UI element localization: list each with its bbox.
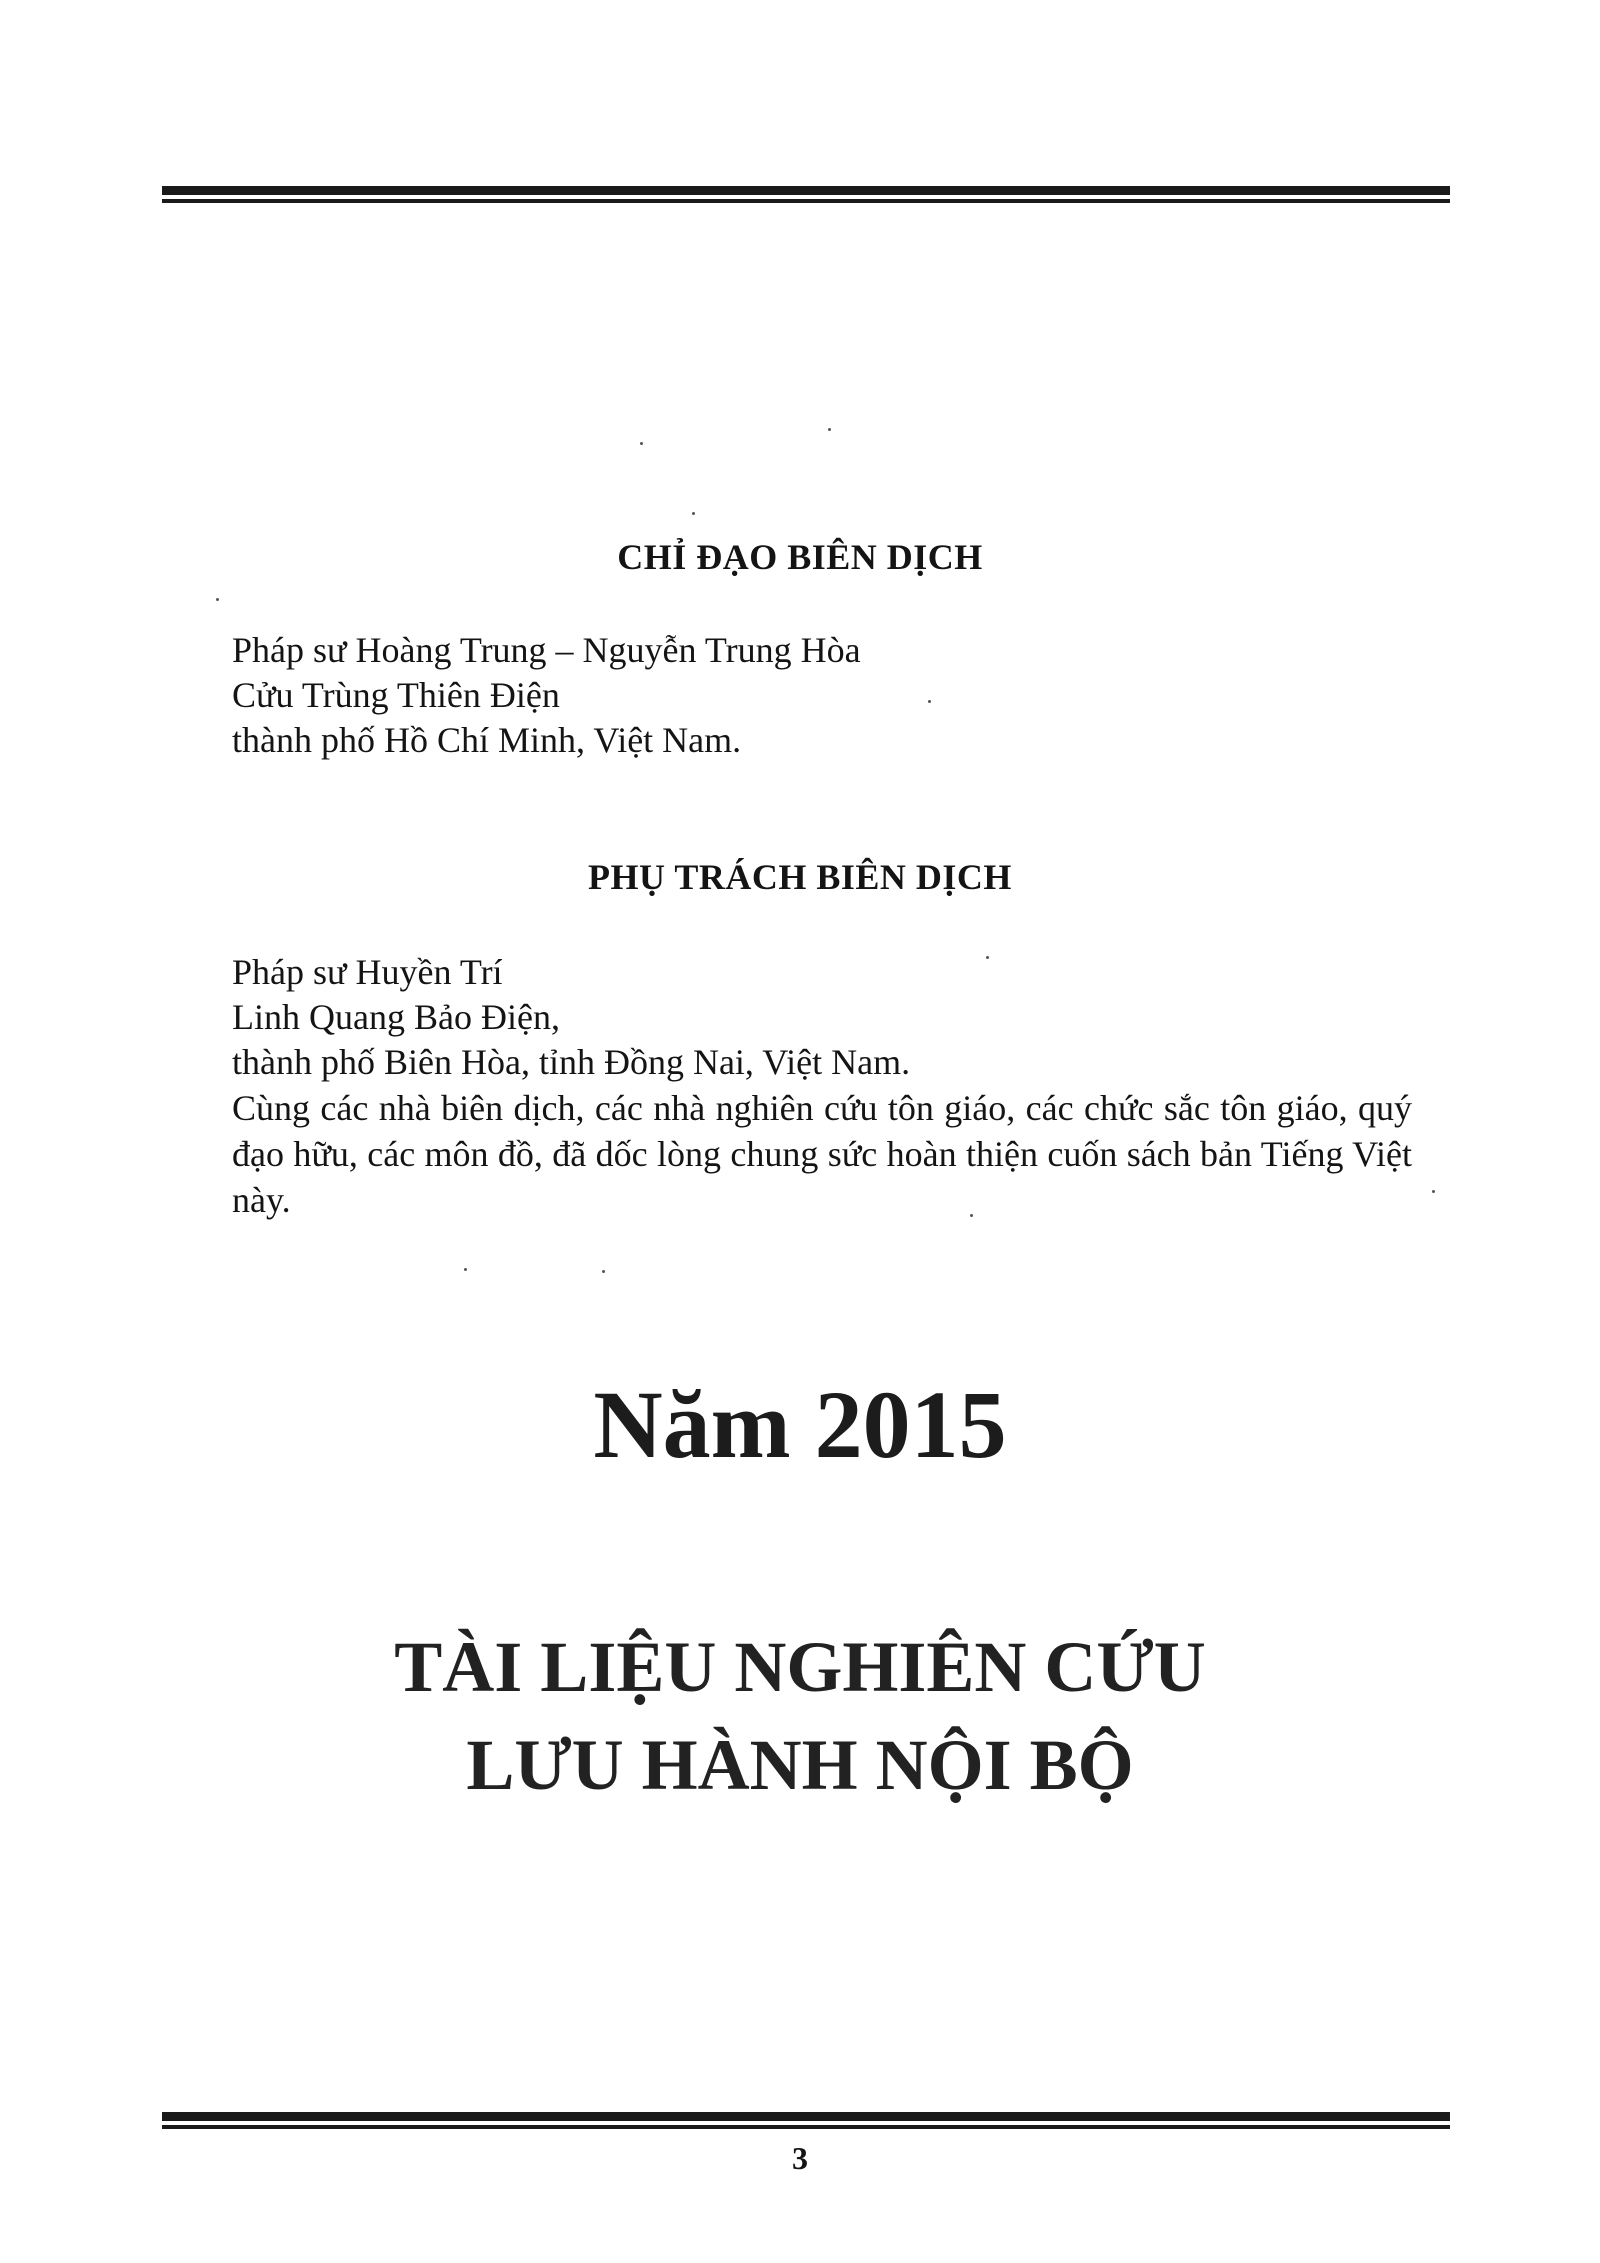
lead-city: thành phố Biên Hòa, tỉnh Đồng Nai, Việt Nam. xyxy=(232,1042,911,1082)
director-city: thành phố Hồ Chí Minh, Việt Nam. xyxy=(232,720,742,760)
lead-temple: Linh Quang Bảo Điện, xyxy=(232,997,560,1037)
scan-speck xyxy=(640,442,643,445)
scan-speck xyxy=(928,700,931,703)
document-title-line-2: LƯU HÀNH NỘI BỘ xyxy=(466,1725,1134,1805)
top-rule-thin-line xyxy=(162,199,1450,203)
director-temple: Cửu Trùng Thiên Điện xyxy=(232,675,560,715)
acknowledgement-paragraph: Cùng các nhà biên dịch, các nhà nghiên cứu tôn giáo, các chức sắc tôn giáo, quý đạo hữu, các môn đồ, đã dốc lòng chung sức hoàn thiện cuốn sách bản Tiếng Việt này. xyxy=(232,1088,1412,1220)
scan-speck xyxy=(986,956,989,959)
top-double-rule xyxy=(162,186,1450,204)
scan-speck xyxy=(692,512,695,515)
director-name: Pháp sư Hoàng Trung – Nguyễn Trung Hòa xyxy=(232,630,861,670)
section-heading-translation-direction: CHỈ ĐẠO BIÊN DỊCH xyxy=(617,537,983,577)
document-title-line-1: TÀI LIỆU NGHIÊN CỨU xyxy=(394,1627,1206,1707)
scan-speck xyxy=(1432,1190,1435,1193)
lead-name: Pháp sư Huyền Trí xyxy=(232,952,503,992)
translation-lead-block xyxy=(232,950,1412,1085)
top-rule-thick-line xyxy=(162,186,1450,195)
year-title: Năm 2015 xyxy=(593,1371,1007,1478)
section-heading-translation-charge: PHỤ TRÁCH BIÊN DỊCH xyxy=(588,857,1012,897)
scan-speck xyxy=(216,598,219,601)
scan-speck xyxy=(970,1214,973,1217)
bottom-rule-thin-line xyxy=(162,2125,1450,2129)
scan-speck xyxy=(828,428,831,431)
bottom-double-rule xyxy=(162,2112,1450,2130)
bottom-rule-thick-line xyxy=(162,2112,1450,2121)
translation-director-block xyxy=(232,628,1412,763)
scan-speck xyxy=(464,1268,467,1271)
scan-speck xyxy=(602,1270,605,1273)
page-number: 3 xyxy=(792,2140,808,2176)
